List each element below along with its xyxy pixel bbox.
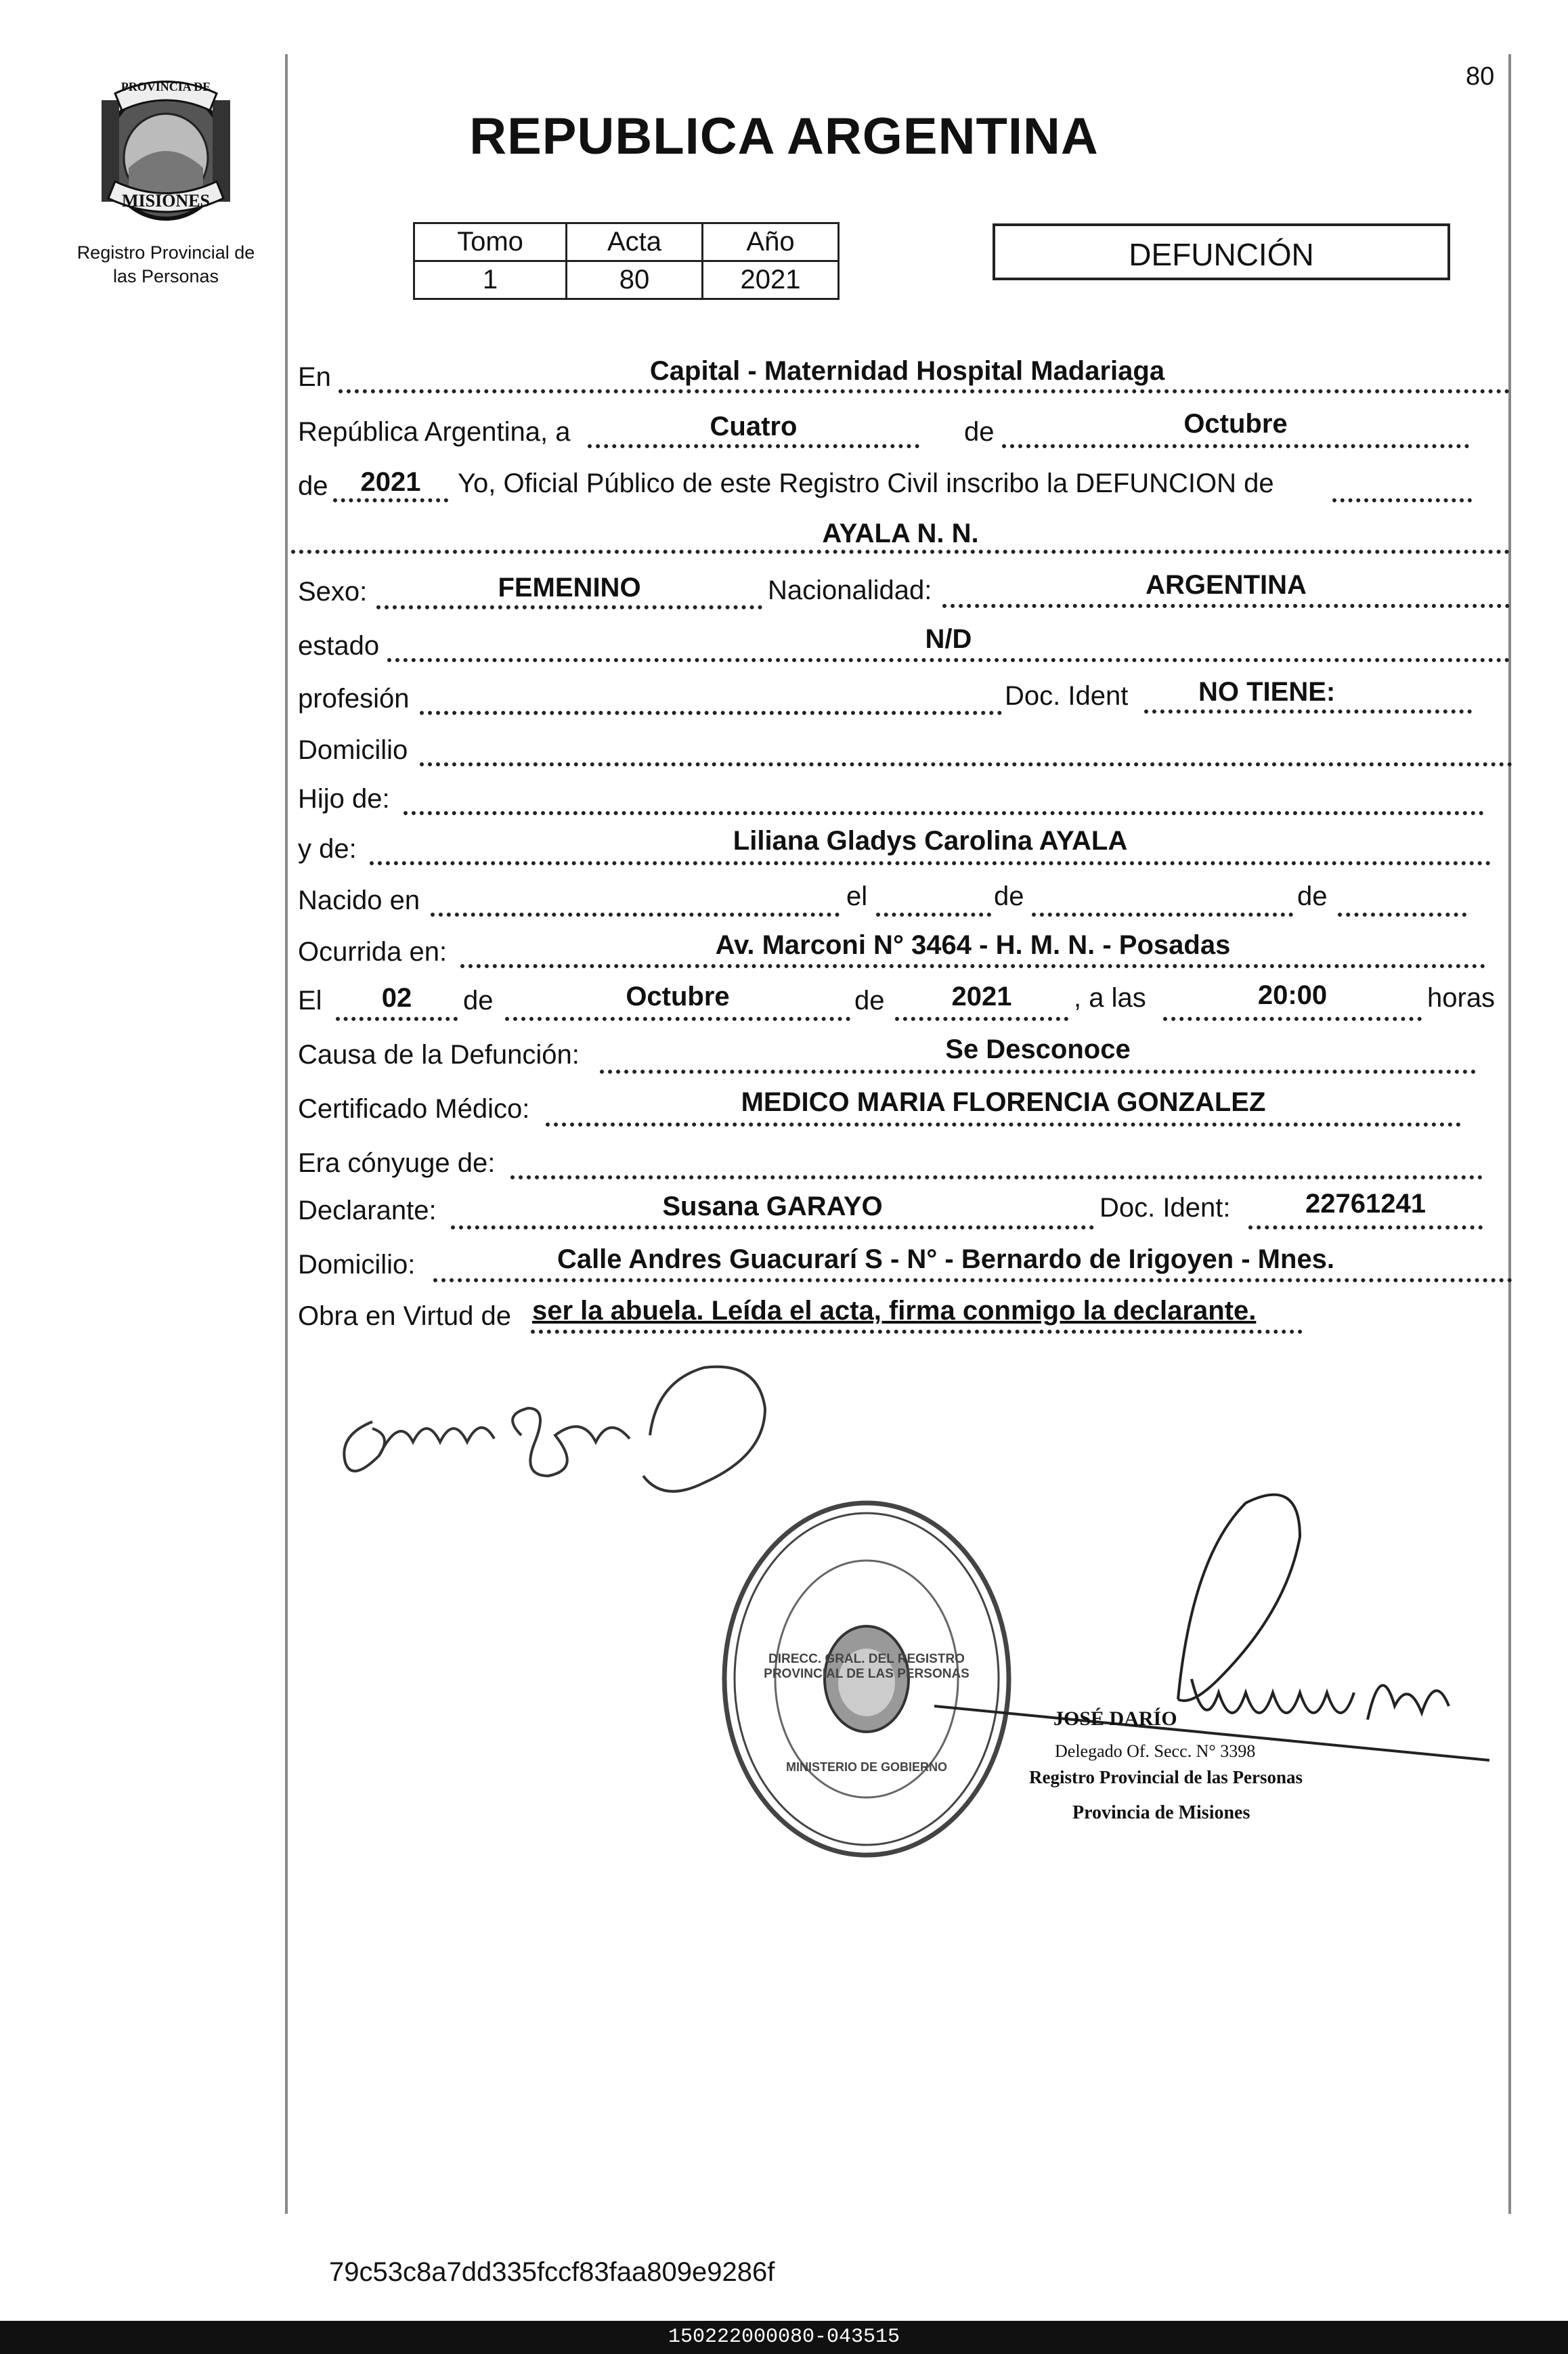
logo-caption-line-1: Registro Provincial de — [77, 242, 255, 263]
label-de: de — [463, 986, 494, 1016]
act-month-value: Octubre — [1183, 409, 1288, 439]
logo-ribbon-top-text: PROVINCIA DE — [121, 80, 211, 93]
declarant-doc-value: 22761241 — [1305, 1189, 1426, 1219]
label-doc-ident: Doc. Ident — [1005, 681, 1129, 711]
label-ocurrida-en: Ocurrida en: — [298, 937, 448, 967]
dotted-line — [876, 913, 991, 917]
dotted-line — [510, 1175, 1483, 1179]
declarant-name-value: Susana GARAYO — [662, 1192, 883, 1221]
label-yo-oficial: Yo, Oficial Público de este Registro Civil inscribo la DEFUNCION de — [458, 468, 1274, 498]
registry-header-anio: Año — [703, 223, 839, 261]
label-el-date: El — [298, 986, 322, 1016]
label-profesion: profesión — [298, 684, 410, 714]
dotted-line — [451, 1225, 1094, 1229]
dotted-line — [1338, 913, 1466, 917]
page-title: REPUBLICA ARGENTINA — [469, 108, 1099, 165]
dotted-line — [431, 913, 840, 917]
label-hijo-de: Hijo de: — [298, 784, 390, 814]
virtue-value: ser la abuela. Leída el acta, firma conmigo la declarante. — [532, 1296, 1257, 1326]
official-role: Delegado Of. Secc. N° 3398 — [1055, 1741, 1256, 1761]
label-nacido-en: Nacido en — [298, 886, 420, 915]
declarant-address-value: Calle Andres Guacurarí S - N° - Bernardo de Irigoyen - Mnes. — [557, 1244, 1335, 1274]
document-hash: 79c53c8a7dd335fccf83faa809e9286f — [329, 2257, 775, 2287]
right-margin-line — [1508, 54, 1511, 2214]
dotted-line — [1163, 1017, 1422, 1021]
registry-value-row — [414, 261, 839, 299]
dotted-line — [404, 811, 1484, 815]
dotted-line — [1144, 710, 1472, 714]
seal-outer-text: DIRECC. GRAL. DEL REGISTRO PROVINCIAL DE LAS PERSONAS — [764, 1652, 970, 1681]
dotted-line — [433, 1278, 1512, 1282]
official-province: Provincia de Misiones — [1072, 1802, 1250, 1823]
dotted-line — [1332, 498, 1472, 502]
official-registry: Registro Provincial de las Personas — [1029, 1767, 1303, 1787]
label-estado: estado — [298, 631, 380, 661]
nationality-value: ARGENTINA — [1146, 570, 1307, 600]
dotted-line — [505, 1017, 850, 1021]
dotted-line — [460, 964, 1485, 968]
deceased-name-value: AYALA N. N. — [822, 519, 979, 548]
medical-certificate-value: MEDICO MARIA FLORENCIA GONZALEZ — [741, 1087, 1266, 1117]
label-de: de — [298, 471, 328, 501]
label-sexo: Sexo: — [298, 577, 368, 607]
dotted-line — [420, 711, 1002, 715]
registry-value-acta: 80 — [567, 261, 703, 299]
label-declarante: Declarante: — [298, 1196, 437, 1225]
label-de: de — [964, 417, 995, 447]
official-signature — [934, 1476, 1489, 1787]
dotted-line — [895, 1017, 1068, 1021]
dotted-line — [942, 604, 1510, 608]
label-de: de — [994, 881, 1024, 911]
place-of-death-value: Av. Marconi N° 3464 - H. M. N. - Posadas — [715, 930, 1231, 960]
label-en: En — [298, 362, 331, 392]
death-day-value: 02 — [381, 983, 412, 1013]
label-obra-en-virtud: Obra en Virtud de — [298, 1301, 512, 1331]
dotted-line — [339, 389, 1510, 393]
registry-table — [413, 222, 840, 300]
footer-barcode-text: 150222000080-043515 — [0, 2321, 1568, 2354]
left-margin-line — [285, 54, 288, 2214]
label-de: de — [1297, 881, 1328, 911]
cause-of-death-value: Se Desconoce — [945, 1034, 1131, 1064]
label-conyuge: Era cónyuge de: — [298, 1148, 496, 1178]
label-y-de: y de: — [298, 834, 357, 864]
label-el: el — [846, 881, 868, 911]
label-domicilio-declarante: Domicilio: — [298, 1250, 416, 1280]
seal-inner-text: MINISTERIO DE GOBIERNO — [785, 1760, 948, 1774]
dotted-line — [387, 658, 1510, 662]
label-horas: horas — [1427, 983, 1496, 1013]
label-causa: Causa de la Defunción: — [298, 1040, 580, 1070]
registry-header-acta: Acta — [567, 223, 703, 261]
dotted-line — [420, 762, 1512, 766]
dotted-line — [291, 550, 1510, 554]
official-name: JOSÉ DARÍO — [1053, 1707, 1177, 1730]
death-month-value: Octubre — [626, 982, 730, 1011]
dotted-line — [546, 1122, 1461, 1127]
label-nacionalidad: Nacionalidad: — [768, 575, 932, 605]
label-de: de — [854, 986, 885, 1016]
mother-name-value: Liliana Gladys Carolina AYALA — [733, 826, 1128, 856]
label-doc-ident-declarante: Doc. Ident: — [1099, 1193, 1231, 1223]
page-number: 80 — [1466, 62, 1495, 91]
label-certificado: Certificado Médico: — [298, 1094, 530, 1124]
registry-header-row — [414, 223, 839, 261]
label-a-las: , a las — [1074, 983, 1146, 1013]
dotted-line — [376, 605, 762, 609]
dotted-line — [333, 498, 448, 502]
sex-value: FEMENINO — [498, 573, 641, 603]
dotted-line — [336, 1017, 458, 1021]
dotted-line — [600, 1070, 1476, 1074]
place-value: Capital - Maternidad Hospital Madariaga — [649, 356, 1165, 386]
doc-ident-value: NO TIENE: — [1198, 677, 1336, 707]
dotted-line — [370, 861, 1491, 865]
document-type-box: DEFUNCIÓN — [993, 223, 1450, 280]
logo-ribbon-bottom-text: MISIONES — [121, 191, 211, 211]
act-day-value: Cuatro — [710, 412, 798, 441]
civil-status-value: N/D — [925, 624, 972, 654]
dotted-line — [1002, 444, 1469, 448]
registry-value-tomo: 1 — [414, 261, 567, 299]
dotted-line — [531, 1330, 1303, 1334]
registry-header-tomo: Tomo — [414, 223, 567, 261]
act-year-value: 2021 — [360, 467, 421, 497]
death-time-value: 20:00 — [1257, 980, 1328, 1010]
dotted-line — [1032, 913, 1293, 917]
label-domicilio: Domicilio — [298, 735, 408, 765]
registry-value-anio: 2021 — [703, 261, 839, 299]
logo-caption-line-2: las Personas — [112, 266, 219, 286]
dotted-line — [588, 444, 919, 448]
label-republica: República Argentina, a — [298, 417, 571, 447]
death-year-value: 2021 — [951, 982, 1012, 1011]
dotted-line — [1248, 1225, 1483, 1229]
